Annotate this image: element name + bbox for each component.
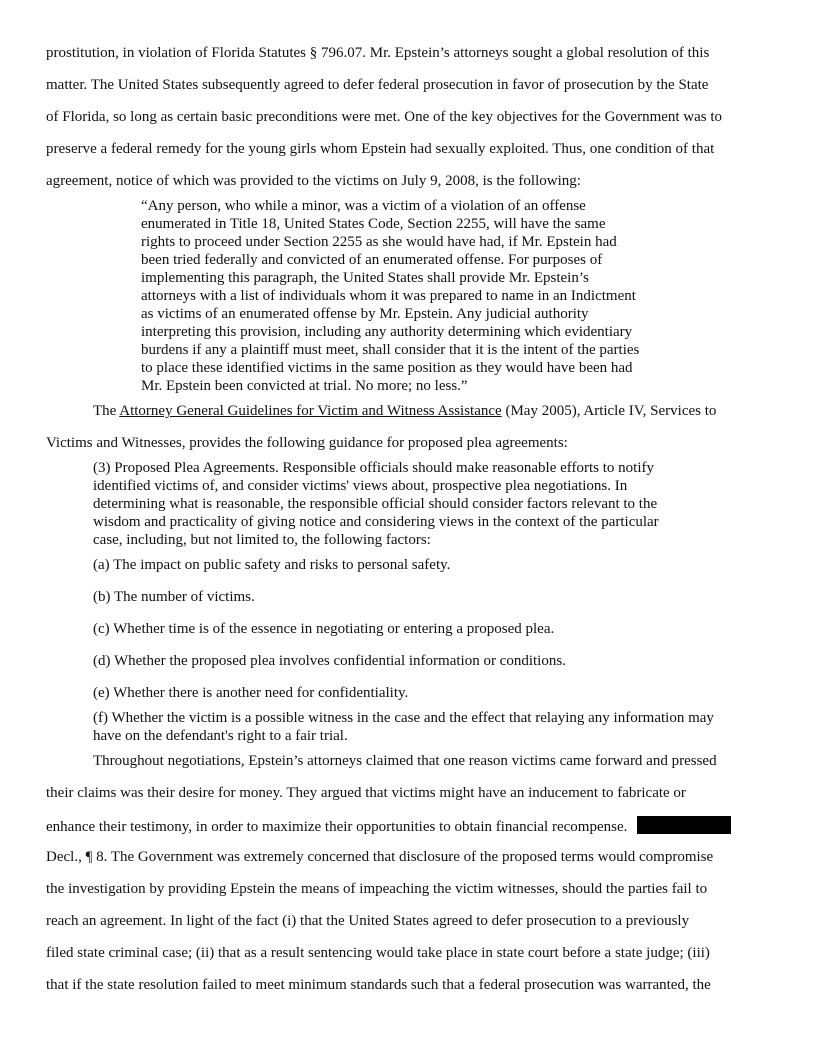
quote-line: burdens if any a plaintiff must meet, shall consider that it is the intent of the parties — [141, 342, 640, 358]
quote-line: interpreting this provision, including any authority determining which evidentiary — [141, 324, 633, 340]
guideline-line: identified victims of, and consider victims' views about, prospective plea negotiations. In — [93, 478, 628, 494]
body-text-line — [93, 402, 776, 420]
body-text-line: that if the state resolution failed to meet minimum standards such that a federal prosecution was warranted, the — [46, 977, 711, 993]
redaction-box — [637, 816, 731, 834]
body-text-line: matter. The United States subsequently agreed to defer federal prosecution in favor of prosecution by the State — [46, 77, 709, 93]
guideline-factor-b: (b) The number of victims. — [93, 589, 255, 605]
quote-line: Mr. Epstein been convicted at trial. No more; no less.” — [141, 378, 468, 394]
body-text-line: preserve a federal remedy for the young girls whom Epstein had sexually exploited. Thus, one condition of that — [46, 141, 715, 157]
body-text-line: of Florida, so long as certain basic preconditions were met. One of the key objectives for the Government was to — [46, 109, 723, 125]
quote-line: enumerated in Title 18, United States Code, Section 2255, will have the same — [141, 216, 606, 232]
body-text-line: Victims and Witnesses, provides the following guidance for proposed plea agreements: — [46, 435, 568, 451]
text-prefix: The — [93, 403, 120, 419]
body-text-span: enhance their testimony, in order to maximize their opportunities to obtain financial recompense. — [46, 819, 628, 835]
body-text-line: their claims was their desire for money. They argued that victims might have an inducement to fabricate or — [46, 785, 686, 801]
body-text-line: prostitution, in violation of Florida Statutes § 796.07. Mr. Epstein’s attorneys sought a global resolution of this — [46, 45, 710, 61]
guideline-line: determining what is reasonable, the responsible official should consider factors relevant to the — [93, 496, 658, 512]
guideline-line: wisdom and practicality of giving notice and considering views in the context of the particular — [93, 514, 659, 530]
body-text-line — [46, 816, 776, 836]
guideline-factor-d: (d) Whether the proposed plea involves confidential information or conditions. — [93, 653, 566, 669]
quote-line: as victims of an enumerated offense by Mr. Epstein. Any judicial authority — [141, 306, 589, 322]
quote-line: attorneys with a list of individuals whom it was prepared to name in an Indictment — [141, 288, 636, 304]
body-text-line: the investigation by providing Epstein the means of impeaching the victim witnesses, should the parties fail to — [46, 881, 708, 897]
guideline-factor-e: (e) Whether there is another need for confidentiality. — [93, 685, 409, 701]
quote-line: to place these identified victims in the same position as they would have been had — [141, 360, 633, 376]
body-text-line: filed state criminal case; (ii) that as a result sentencing would take place in state court before a state judge; (iii) — [46, 945, 710, 961]
guideline-factor-f: (f) Whether the victim is a possible witness in the case and the effect that relaying any information may — [93, 710, 714, 726]
quote-line: “Any person, who while a minor, was a victim of a violation of an offense — [141, 198, 586, 214]
guideline-factor-c: (c) Whether time is of the essence in negotiating or entering a proposed plea. — [93, 621, 555, 637]
guideline-factor-f-cont: have on the defendant's right to a fair trial. — [93, 728, 348, 744]
text-suffix: (May 2005), Article IV, Services to — [501, 403, 717, 419]
body-text-line: Decl., ¶ 8. The Government was extremely concerned that disclosure of the proposed terms would compromise — [46, 849, 714, 865]
quote-line: been tried federally and convicted of an enumerated offense. For purposes of — [141, 252, 603, 268]
body-text-line: reach an agreement. In light of the fact (i) that the United States agreed to defer prosecution to a previously — [46, 913, 690, 929]
body-text-line: Throughout negotiations, Epstein’s attorneys claimed that one reason victims came forward and pressed — [93, 753, 717, 769]
guidelines-title: Attorney General Guidelines for Victim and Witness Assistance — [119, 403, 502, 419]
guideline-factor-a: (a) The impact on public safety and risks to personal safety. — [93, 557, 451, 573]
body-text-line: agreement, notice of which was provided to the victims on July 9, 2008, is the following: — [46, 173, 581, 189]
quote-line: implementing this paragraph, the United States shall provide Mr. Epstein’s — [141, 270, 589, 286]
guideline-line: case, including, but not limited to, the following factors: — [93, 532, 431, 548]
guideline-line: (3) Proposed Plea Agreements. Responsible officials should make reasonable efforts to notify — [93, 460, 654, 476]
quote-line: rights to proceed under Section 2255 as she would have had, if Mr. Epstein had — [141, 234, 617, 250]
